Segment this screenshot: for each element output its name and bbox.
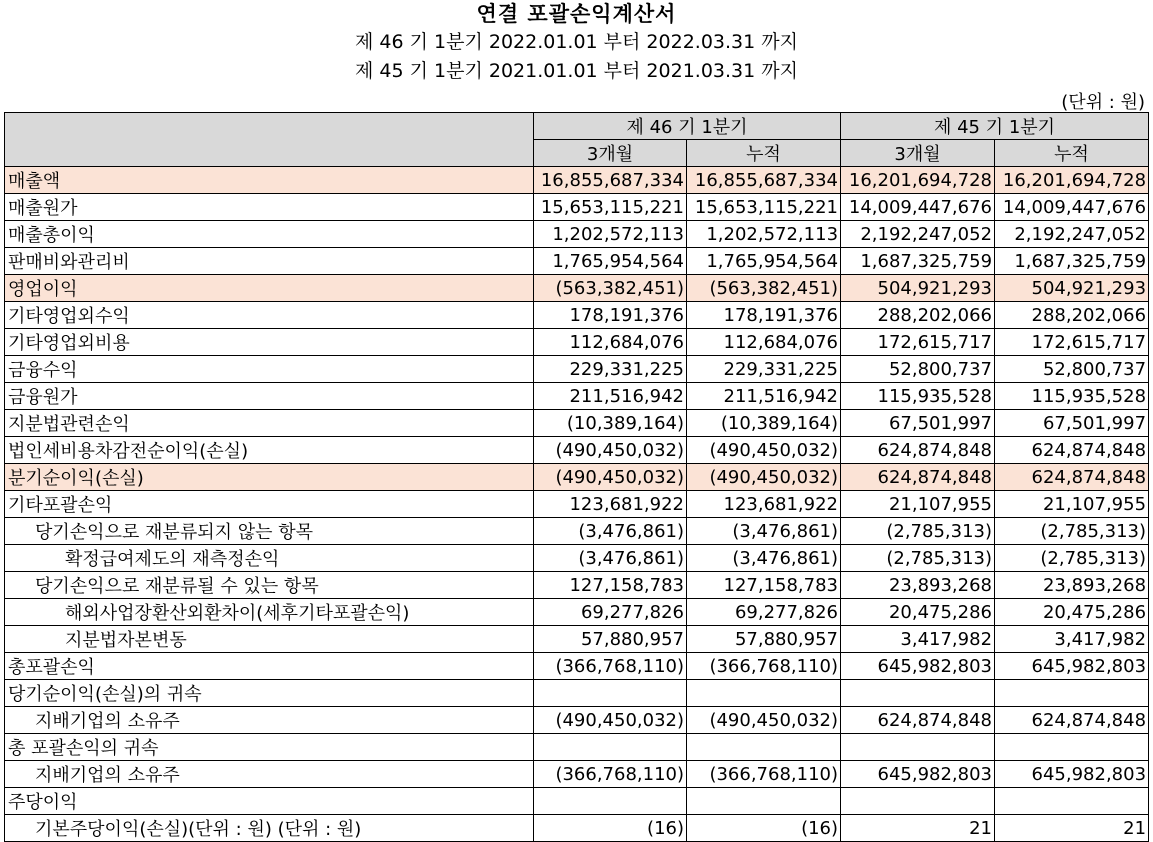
header-sub-prior-cum: 누적 — [995, 140, 1149, 167]
row-label: 매출액 — [5, 167, 534, 194]
row-value: (2,785,313) — [995, 518, 1149, 545]
row-value: 624,874,848 — [995, 707, 1149, 734]
header-group-prior: 제 45 기 1분기 — [841, 113, 1149, 140]
row-value: 14,009,447,676 — [995, 194, 1149, 221]
row-value: 112,684,076 — [687, 329, 841, 356]
row-value: (563,382,451) — [534, 275, 687, 302]
row-value: 504,921,293 — [995, 275, 1149, 302]
row-value: 115,935,528 — [841, 383, 995, 410]
row-value: 67,501,997 — [995, 410, 1149, 437]
row-value: 624,874,848 — [841, 464, 995, 491]
row-value: 2,192,247,052 — [841, 221, 995, 248]
table-row — [5, 788, 1149, 815]
row-value: (3,476,861) — [687, 545, 841, 572]
row-value: 123,681,922 — [687, 491, 841, 518]
table-row — [5, 194, 1149, 221]
row-value: (490,450,032) — [534, 464, 687, 491]
period-prior: 제 45 기 1분기 2021.01.01 부터 2021.03.31 까지 — [355, 60, 798, 82]
row-value: (366,768,110) — [687, 761, 841, 788]
row-value — [687, 788, 841, 815]
table-row — [5, 599, 1149, 626]
row-value: 21 — [841, 815, 995, 842]
row-value: 52,800,737 — [841, 356, 995, 383]
row-value: 112,684,076 — [534, 329, 687, 356]
row-label: 금융수익 — [5, 356, 534, 383]
row-value: (490,450,032) — [687, 464, 841, 491]
row-value: 20,475,286 — [995, 599, 1149, 626]
table-row — [5, 491, 1149, 518]
row-value — [995, 788, 1149, 815]
row-label: 기타포괄손익 — [5, 491, 534, 518]
statement-title: 연결 포괄손익계산서 — [476, 2, 677, 26]
table-row — [5, 815, 1149, 842]
table-row — [5, 545, 1149, 572]
row-value: 1,687,325,759 — [841, 248, 995, 275]
row-value: 69,277,826 — [534, 599, 687, 626]
row-label: 주당이익 — [5, 788, 534, 815]
row-value: 1,765,954,564 — [534, 248, 687, 275]
row-value — [534, 680, 687, 707]
row-value: 20,475,286 — [841, 599, 995, 626]
period-current: 제 46 기 1분기 2022.01.01 부터 2022.03.31 까지 — [355, 31, 798, 53]
row-value: (10,389,164) — [534, 410, 687, 437]
row-label: 매출총이익 — [5, 221, 534, 248]
table-row — [5, 437, 1149, 464]
table-row — [5, 383, 1149, 410]
row-value — [841, 680, 995, 707]
row-label: 지분법관련손익 — [5, 410, 534, 437]
table-row — [5, 761, 1149, 788]
table-row — [5, 680, 1149, 707]
row-value: (366,768,110) — [534, 653, 687, 680]
table-row — [5, 302, 1149, 329]
row-label: 법인세비용차감전순이익(손실) — [5, 437, 534, 464]
row-value: (10,389,164) — [687, 410, 841, 437]
row-value: 14,009,447,676 — [841, 194, 995, 221]
row-value: 69,277,826 — [687, 599, 841, 626]
row-value: 624,874,848 — [841, 707, 995, 734]
row-value: 178,191,376 — [687, 302, 841, 329]
row-label: 기타영업외비용 — [5, 329, 534, 356]
row-label: 총포괄손익 — [5, 653, 534, 680]
row-value — [687, 734, 841, 761]
row-value: 211,516,942 — [534, 383, 687, 410]
row-value — [841, 734, 995, 761]
row-value: (16) — [687, 815, 841, 842]
row-label: 금융원가 — [5, 383, 534, 410]
row-value: 645,982,803 — [841, 761, 995, 788]
row-value: 1,202,572,113 — [687, 221, 841, 248]
row-label: 당기손익으로 재분류되지 않는 항목 — [5, 518, 534, 545]
table-row — [5, 167, 1149, 194]
row-value: (2,785,313) — [995, 545, 1149, 572]
table-row — [5, 356, 1149, 383]
row-value — [841, 788, 995, 815]
row-label: 기타영업외수익 — [5, 302, 534, 329]
row-label: 지배기업의 소유주 — [5, 761, 534, 788]
row-label: 확정급여제도의 재측정손익 — [5, 545, 534, 572]
row-label: 영업이익 — [5, 275, 534, 302]
row-value: 229,331,225 — [687, 356, 841, 383]
row-value: 15,653,115,221 — [687, 194, 841, 221]
row-label: 당기순이익(손실)의 귀속 — [5, 680, 534, 707]
header-group-current: 제 46 기 1분기 — [534, 113, 841, 140]
row-value: 21 — [995, 815, 1149, 842]
header-sub-prior-3m: 3개월 — [841, 140, 995, 167]
row-label: 지분법자본변동 — [5, 626, 534, 653]
row-value: 21,107,955 — [995, 491, 1149, 518]
table-row — [5, 734, 1149, 761]
table-row — [5, 329, 1149, 356]
row-label: 지배기업의 소유주 — [5, 707, 534, 734]
row-value: 645,982,803 — [841, 653, 995, 680]
row-value: 52,800,737 — [995, 356, 1149, 383]
row-value: 16,855,687,334 — [534, 167, 687, 194]
row-value — [534, 734, 687, 761]
row-value: 3,417,982 — [841, 626, 995, 653]
row-value: 123,681,922 — [534, 491, 687, 518]
header-blank-cell — [5, 113, 534, 167]
row-value: 57,880,957 — [534, 626, 687, 653]
row-value: (490,450,032) — [687, 707, 841, 734]
row-value: 115,935,528 — [995, 383, 1149, 410]
row-value — [995, 680, 1149, 707]
table-row — [5, 707, 1149, 734]
row-label: 총 포괄손익의 귀속 — [5, 734, 534, 761]
row-value: (16) — [534, 815, 687, 842]
row-value: 21,107,955 — [841, 491, 995, 518]
row-value: 178,191,376 — [534, 302, 687, 329]
row-value: 127,158,783 — [687, 572, 841, 599]
row-value: 23,893,268 — [995, 572, 1149, 599]
row-value: 2,192,247,052 — [995, 221, 1149, 248]
table-row — [5, 464, 1149, 491]
table-row — [5, 275, 1149, 302]
row-value: 172,615,717 — [841, 329, 995, 356]
row-value: (2,785,313) — [841, 545, 995, 572]
row-value: 1,765,954,564 — [687, 248, 841, 275]
row-value: (3,476,861) — [534, 545, 687, 572]
row-value: 504,921,293 — [841, 275, 995, 302]
row-label: 판매비와관리비 — [5, 248, 534, 275]
row-value — [995, 734, 1149, 761]
row-value: 288,202,066 — [841, 302, 995, 329]
row-value: 645,982,803 — [995, 653, 1149, 680]
row-value: 3,417,982 — [995, 626, 1149, 653]
row-value: (490,450,032) — [534, 707, 687, 734]
row-value: (366,768,110) — [534, 761, 687, 788]
row-value — [534, 788, 687, 815]
income-statement-table — [4, 112, 1149, 842]
table-row — [5, 248, 1149, 275]
row-value: 15,653,115,221 — [534, 194, 687, 221]
table-row — [5, 410, 1149, 437]
row-value: (3,476,861) — [687, 518, 841, 545]
row-value: 229,331,225 — [534, 356, 687, 383]
row-label: 매출원가 — [5, 194, 534, 221]
row-value: 172,615,717 — [995, 329, 1149, 356]
row-value: 67,501,997 — [841, 410, 995, 437]
row-value: (3,476,861) — [534, 518, 687, 545]
row-value: 16,201,694,728 — [841, 167, 995, 194]
table-row — [5, 518, 1149, 545]
row-value: 624,874,848 — [995, 437, 1149, 464]
table-row — [5, 221, 1149, 248]
row-value: 16,855,687,334 — [687, 167, 841, 194]
table-row — [5, 626, 1149, 653]
row-label: 기본주당이익(손실)(단위 : 원) (단위 : 원) — [5, 815, 534, 842]
row-value: (490,450,032) — [687, 437, 841, 464]
row-value: 211,516,942 — [687, 383, 841, 410]
table-row — [5, 572, 1149, 599]
row-value: 127,158,783 — [534, 572, 687, 599]
row-value — [687, 680, 841, 707]
row-value: (563,382,451) — [687, 275, 841, 302]
row-value: 1,202,572,113 — [534, 221, 687, 248]
row-value: 288,202,066 — [995, 302, 1149, 329]
row-value: (490,450,032) — [534, 437, 687, 464]
row-label: 당기손익으로 재분류될 수 있는 항목 — [5, 572, 534, 599]
row-value: 624,874,848 — [841, 437, 995, 464]
row-value: 624,874,848 — [995, 464, 1149, 491]
row-label: 해외사업장환산외환차이(세후기타포괄손익) — [5, 599, 534, 626]
table-row — [5, 653, 1149, 680]
row-label: 분기순이익(손실) — [5, 464, 534, 491]
row-value: 16,201,694,728 — [995, 167, 1149, 194]
row-value: 57,880,957 — [687, 626, 841, 653]
row-value: (2,785,313) — [841, 518, 995, 545]
header-sub-current-3m: 3개월 — [534, 140, 687, 167]
unit-label: (단위 : 원) — [1061, 92, 1145, 113]
row-value: 1,687,325,759 — [995, 248, 1149, 275]
header-sub-current-cum: 누적 — [687, 140, 841, 167]
row-value: 645,982,803 — [995, 761, 1149, 788]
row-value: 23,893,268 — [841, 572, 995, 599]
row-value: (366,768,110) — [687, 653, 841, 680]
